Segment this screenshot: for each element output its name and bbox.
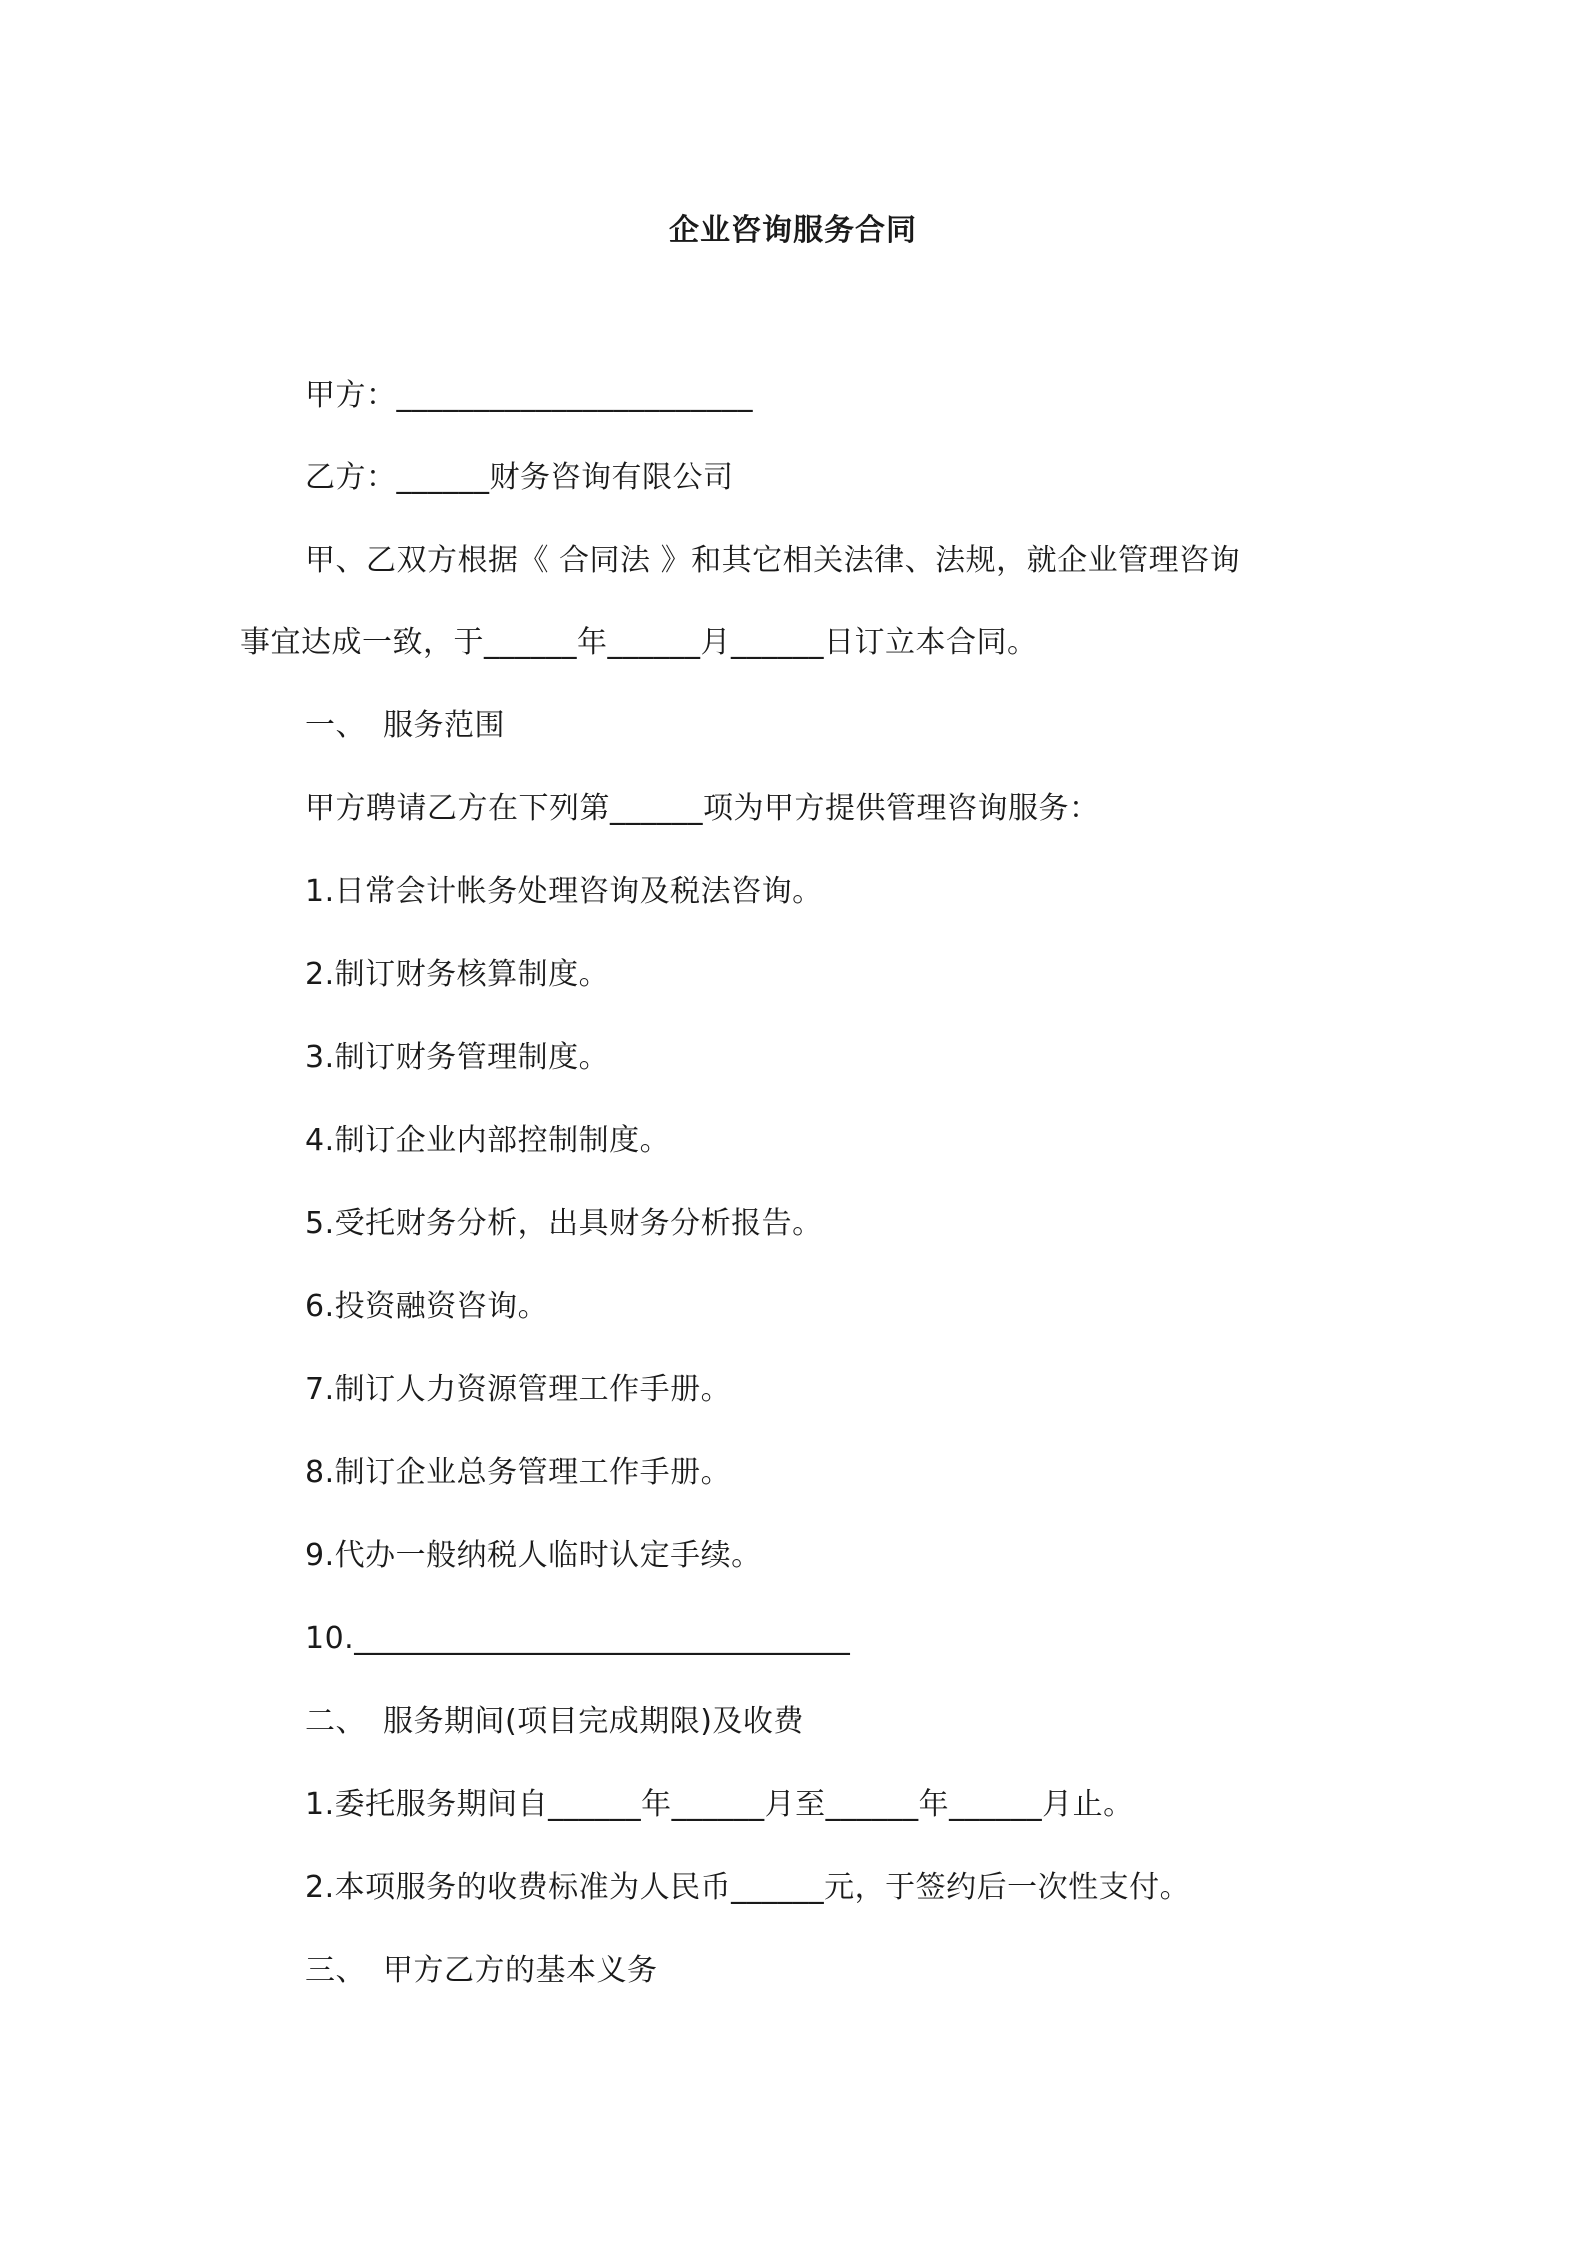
section-2-title: 服务期间(项目完成期限)及收费	[383, 1704, 804, 1739]
intro-paragraph-line-1: 甲、乙双方根据《 合同法 》和其它相关法律、法规，就企业管理咨询	[305, 543, 1241, 578]
party-b-line: 乙方：______财务咨询有限公司	[305, 460, 734, 495]
section-2-number: 二、	[305, 1704, 366, 1739]
list-item: 7.制订人力资源管理工作手册。	[305, 1372, 732, 1407]
list-item: 6.投资融资咨询。	[305, 1289, 549, 1324]
list-item: 1.日常会计帐务处理咨询及税法咨询。	[305, 874, 823, 909]
list-item: 3.制订财务管理制度。	[305, 1040, 610, 1075]
list-item: 10.________________________________	[305, 1621, 851, 1656]
section-2-heading	[305, 1702, 804, 1742]
list-item: 1.委托服务期间自______年______月至______年______月止。	[305, 1787, 1134, 1822]
list-item: 2.本项服务的收费标准为人民币______元，于签约后一次性支付。	[305, 1870, 1191, 1905]
list-item: 2.制订财务核算制度。	[305, 957, 610, 992]
intro-paragraph-line-2: 事宜达成一致，于______年______月______日订立本合同。	[240, 625, 1038, 660]
list-item: 5.受托财务分析，出具财务分析报告。	[305, 1206, 823, 1241]
section-3-title: 甲方乙方的基本义务	[383, 1953, 658, 1988]
section-1-heading	[305, 706, 505, 746]
section-3-number: 三、	[305, 1953, 366, 1988]
list-item: 8.制订企业总务管理工作手册。	[305, 1455, 732, 1490]
document-title: 企业咨询服务合同	[669, 213, 917, 248]
party-a-line: 甲方：_______________________	[305, 378, 753, 413]
section-1-title: 服务范围	[383, 708, 505, 743]
section-1-number: 一、	[305, 708, 366, 743]
list-item: 9.代办一般纳税人临时认定手续。	[305, 1538, 762, 1573]
section-1-lead: 甲方聘请乙方在下列第______项为甲方提供管理咨询服务：	[305, 791, 1100, 826]
section-3-heading	[305, 1951, 658, 1991]
list-item: 4.制订企业内部控制制度。	[305, 1123, 671, 1158]
